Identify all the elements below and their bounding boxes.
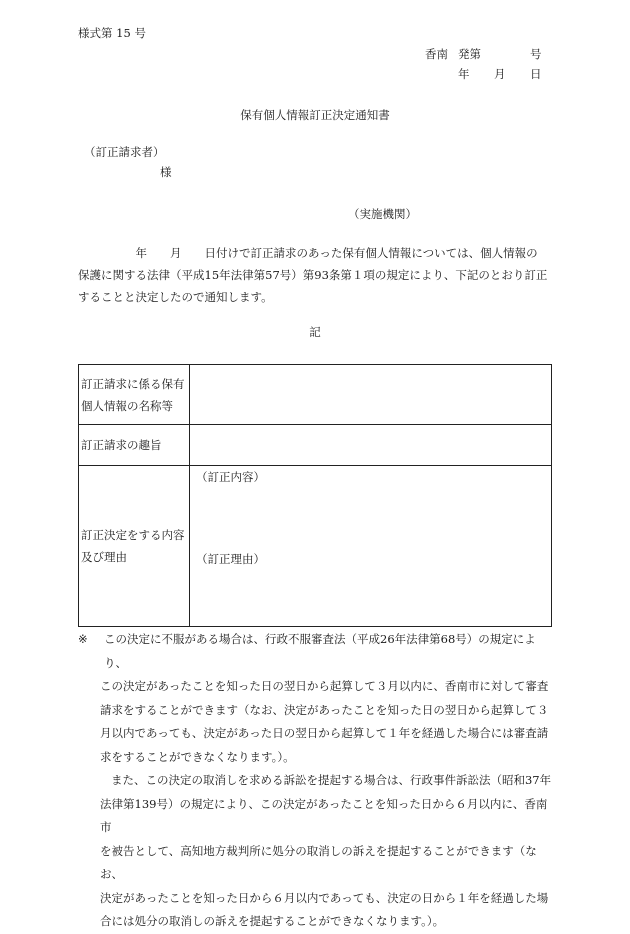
row2-value[interactable] bbox=[190, 425, 552, 466]
note-line: 求をすることができなくなります。）。 bbox=[100, 749, 295, 764]
note-line: 合には処分の取消しの訴えを提起することができなくなります。）。 bbox=[100, 914, 445, 928]
table-row bbox=[79, 466, 552, 627]
requester-sama: 様 bbox=[160, 165, 172, 179]
date-month: 月 bbox=[494, 67, 506, 81]
row1-label-line: 個人情報の名称等 bbox=[81, 398, 173, 413]
doc-ref-go: 号 bbox=[530, 47, 542, 61]
row1-label bbox=[79, 365, 190, 425]
requester-label: （訂正請求者） bbox=[84, 145, 165, 159]
form-number: 様式第 15 号 bbox=[78, 26, 146, 40]
row1-value[interactable] bbox=[190, 365, 552, 425]
doc-ref-org: 香南 bbox=[425, 47, 448, 61]
table-row bbox=[79, 425, 552, 466]
row3-label bbox=[79, 466, 190, 627]
decision-table bbox=[78, 364, 552, 627]
note-line: 法律第139号）の規定により、この決定があったことを知った日から６月以内に、香南市 bbox=[100, 796, 548, 834]
note-line: を被告として、高知地方裁判所に処分の取消しの訴えを提起することができます（なお、 bbox=[100, 843, 537, 881]
row2-label: 訂正請求の趣旨 bbox=[79, 425, 190, 466]
note-mark: ※ bbox=[78, 632, 88, 646]
table-row bbox=[79, 365, 552, 425]
note-line: また、この決定の取消しを求める訴訟を提起する場合は、行政事件訴訟法（昭和37年 bbox=[111, 773, 552, 787]
body-line: することと決定したので通知します。 bbox=[78, 290, 273, 304]
doc-ref-hatsudai: 発第 bbox=[458, 47, 481, 61]
correction-content-label: （訂正内容） bbox=[196, 470, 265, 484]
row1-label-line: 訂正請求に係る保有 bbox=[81, 376, 185, 391]
date-day: 日 bbox=[530, 67, 542, 81]
correction-reason-label: （訂正理由） bbox=[196, 552, 265, 566]
row3-value[interactable] bbox=[190, 466, 552, 627]
ki-heading: 記 bbox=[309, 325, 321, 339]
body-paragraph bbox=[78, 242, 552, 308]
date-year: 年 bbox=[458, 67, 470, 81]
note-line: この決定があったことを知った日の翌日から起算して３月以内に、香南市に対して審査 bbox=[100, 679, 549, 693]
note-para-1 bbox=[78, 628, 554, 769]
note-line: この決定に不服がある場合は、行政不服審査法（平成26年法律第68号）の規定により、 bbox=[104, 632, 536, 670]
note-para-2 bbox=[78, 769, 554, 934]
page-title: 保有個人情報訂正決定通知書 bbox=[240, 108, 390, 122]
note-line: 月以内であっても、決定があった日の翌日から起算して１年を経過した場合には審査請 bbox=[100, 726, 549, 740]
note-line: 決定があったことを知った日から６月以内であっても、決定の日から１年を経過した場 bbox=[100, 890, 549, 905]
row3-label-line: 訂正決定をする内容 bbox=[81, 528, 185, 542]
body-line: 年 月 日付けで訂正請求のあった保有個人情報については、個人情報の bbox=[78, 246, 538, 260]
appeal-note bbox=[78, 628, 554, 934]
note-line: 請求をすることができます（なお、決定があったことを知った日の翌日から起算して３ bbox=[100, 702, 549, 717]
row3-label-line: 及び理由 bbox=[81, 550, 127, 564]
body-line: 保護に関する法律（平成15年法律第57号）第93条第１項の規定により、下記のとおり訂正 bbox=[78, 268, 548, 282]
agency-label: （実施機関） bbox=[348, 207, 417, 221]
